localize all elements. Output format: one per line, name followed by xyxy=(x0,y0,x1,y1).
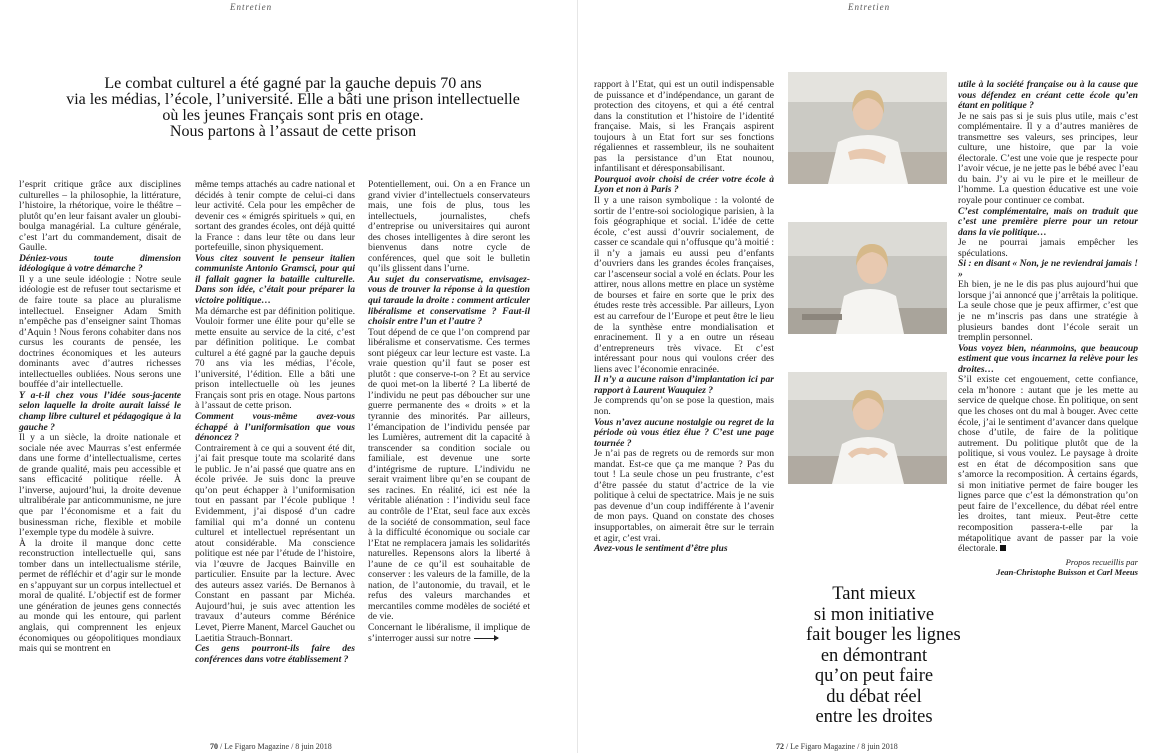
interview-question: Vous citez souvent le penseur italien communiste Antonio Gramsci, pour qui il fallait gagner la bataille culturelle. Dans son idée, c’était pour préparer la victoire politique… xyxy=(195,252,355,307)
paragraph: Potentiellement, oui. On a en France un grand vivier d’intellectuels conservateurs mais, une fois de plus, tous les intellectuels, journalistes, chefs d’entreprise ou universitaires qui auront des choses intelligentes à dire seront les bienvenus dans notre cycle de conférences, quel que soit le bulletin qu’ils glissent dans l’urne. xyxy=(368,179,530,275)
paragraph: Tout dépend de ce que l’on comprend par libéralisme et conservatisme. Ces termes sont piégeux car leur lecture est vaste. La vraie question qu’il faut se poser est plutôt : que conserve-t-on ? Et au service de quoi met-on la liberté ? La liberté de l’individu ne peut pas déboucher sur une guerre permanente des « droits » et la tyrannie des minorités. Par ailleurs, l’émancipation de l’individu pensée par les Lumières, autrement dit la capacité à transcender sa condition sociale ou familiale, est devenue une sorte d’intégrisme de rupture. L’individu ne serait vraiment libre qu’en se coupant de ses racines. En réalité, ici est née la véritable aliénation : l’individu seul face au contrôle de l’Etat, seul face aux excès de la société de consommation, seul face à la difficulté économique ou sociale car l’Etat ne remplacera jamais les solidarités naturelles. Repensons alors la liberté à l’aune de ce qu’il est souhaitable de conserver : les valeurs de la famille, de la nation, de l’autonomie, du travail, et le refus des valeurs marchandes et mercantiles comme modèles de société et de vie. xyxy=(368,326,530,623)
pullquote-line: en démontrant xyxy=(820,645,928,666)
page-number: 70 xyxy=(210,742,218,751)
portrait-photo-3 xyxy=(788,372,947,484)
credit-authors: Jean-Christophe Buisson et Carl Meeus xyxy=(996,566,1138,577)
pullquote-line: du débat réel xyxy=(826,686,922,707)
article-column-2 xyxy=(195,180,355,728)
article-column-1 xyxy=(594,80,774,730)
credit-line: Propos recueillis par xyxy=(1065,556,1138,567)
paragraph: même temps attachés au cadre national et décidés à tenir compte de celui-ci dans leur activité. Cela pour les empêcher de devenir ces « émigrés spirituels » qui, en sortant des grandes écoles, ont déjà quitté la France : dans leur tête ou dans leur portefeuille, sinon physiquement. xyxy=(195,179,355,254)
paragraph: Contrairement à ce qui a souvent été dit, j’ai fait presque toute ma scolarité dans le public. Je n’ai passé que quatre ans en école privée. Je suis donc la preuve qu’on peut échapper à l’uniformisation tout en passant par l’école publique ! Evidemment, j’ai disposé d’un cadre familial qui m’a donné un contenu culturel et intellectuel représentant un atout considérable. Ma conscience politique est née par l’étude de l’histoire, via l’œuvre de Jacques Bainville en particulier. Ensuite par la lecture. Avec des auteurs assez variés. De Bernanos à Constant en passant par Michéa. Aujourd’hui, je suis avec attention les travaux d’auteurs comme Bérénice Levet, Pierre Manent, Marcel Gauchet ou Laetitia Strauch-Bonnart. xyxy=(195,442,355,644)
article-column-1 xyxy=(19,180,181,728)
interview-question: Déniez-vous toute dimension idéologique à votre démarche ? xyxy=(19,252,181,275)
paragraph xyxy=(368,623,530,644)
interview-question: Ces gens pourront-ils faire des conférences dans votre établissement ? xyxy=(195,643,355,665)
paragraph: Il y a une seule idéologie : Notre seule idéologie est de refuser tout sectarisme et de faire toute sa place au pluralisme intellectuel. Enseigner Adam Smith n’empêche pas d’enseigner saint Thomas d’Aquin ! Nous ferons cohabiter dans nos cursus les courants de pensée, les doctrines économiques et les auteurs dominants avec d’autres richesses intellectuelles oubliées. Nous serons une bouffée d’air intellectuelle. xyxy=(19,273,181,391)
page-footer xyxy=(776,742,898,751)
pullquote-line: si mon initiative xyxy=(813,604,935,625)
paragraph: l’esprit critique grâce aux disciplines culturelles – la philosophie, la littérature, l’histoire, la rhétorique, voire le théâtre – plutôt qu’en leur faisant avaler un gloubi-boulga managérial. La culture générale, c’est l’art du commandement, disait de Gaulle. xyxy=(19,179,181,254)
section-rubric: Entretien xyxy=(848,2,891,12)
article-column-3 xyxy=(368,180,530,728)
interview-question: Vous voyez bien, néanmoins, que beaucoup estiment que vous incarnez la relève pour les droites… xyxy=(958,342,1138,375)
right-page xyxy=(578,0,1155,753)
pullquote-line: où les jeunes Français sont pris en otage. xyxy=(162,107,424,124)
paragraph: Je comprends qu’on se pose la question, mais non. xyxy=(594,395,774,417)
magazine-date: / Le Figaro Magazine / 8 juin 2018 xyxy=(220,742,332,751)
pullquote-line: qu’on peut faire xyxy=(814,666,934,686)
interview-question: Vous n’avez aucune nostalgie ou regret de la période où vous étiez élue ? C’est une page tournée ? xyxy=(594,416,774,449)
article-column-3 xyxy=(958,80,1138,730)
paragraph xyxy=(958,375,1138,554)
portrait-photo-1 xyxy=(788,72,947,184)
magazine-date: / Le Figaro Magazine / 8 juin 2018 xyxy=(786,742,898,751)
interview-question: Il n’y a aucune raison d’implantation ici par rapport à Laurent Wauquiez ? xyxy=(594,374,774,396)
interview-question: Y a-t-il chez vous l’idée sous-jacente selon laquelle la droite aurait laissé le champ libre culturel et pédagogique à la gauche ? xyxy=(19,389,181,433)
interview-question: Comment vous-même avez-vous échappé à l’uniformisation que vous dénoncez ? xyxy=(195,411,355,444)
paragraph: Je ne pourrai jamais empêcher les spéculations. xyxy=(958,237,1138,259)
pullquote-line: Le combat culturel a été gagné par la gauche depuis 70 ans xyxy=(104,75,482,92)
interview-question: Pourquoi avoir choisi de créer votre école à Lyon et non à Paris ? xyxy=(594,173,774,196)
page-number: 72 xyxy=(776,742,784,751)
interview-question: Si : en disant « Non, je ne reviendrai jamais ! » xyxy=(958,258,1138,280)
pullquote-line: entre les droites xyxy=(815,707,933,727)
paragraph: Il y a un siècle, la droite nationale et sociale née avec Maurras s’est enfermée dans une forme d’intellectualisme, certes de grande qualité, mais peu accessible et sans efficacité politique réelle. À l’inverse, aujourd’hui, la droite devenue ultralibérale par anticommunisme, ne jure que par l’économisme et a fait du businessman riche, flexible et mobile l’exemple type du modèle à suivre. xyxy=(19,432,181,539)
paragraph: À la droite il manque donc cette reconstruction intellectuelle qui, sans tomber dans un intellectualisme stérile, permet de réfléchir et d’agir sur le monde en s’appuyant sur un corpus intellectuel et moral de qualité. L’objectif est de former une génération de jeunes gens connectés au monde qui les entoure, qui parlent anglais, qui comprennent les enjeux économiques ou géopolitiques mondiaux mais qui se montrent en xyxy=(19,537,181,655)
portrait-photo-2 xyxy=(788,222,947,334)
section-rubric: Entretien xyxy=(230,2,273,12)
page-footer xyxy=(210,742,332,751)
interview-question: Au sujet du conservatisme, envisagez-vous de trouver la réponse à la question qui taraude la droite : comment articuler libéralisme et conservatisme ? Faut-il choisir entre l’un et l’autre ? xyxy=(368,273,530,328)
paragraph: rapport à l’Etat, qui est un outil indispensable de puissance et d’indépendance, un garant de protection des citoyens, et qui a été central dans la constitution et l’histoire de l’identité française. Mais, si les Français aspirent toujours à un Etat fort sur ses fonctions régaliennes et rassembleur, ils ne souhaitent pas la persistance d’un Etat nounou, infantilisant et déresponsabilisant. xyxy=(594,79,774,175)
closing-text: S’il existe cet engouement, cette confiance, cela m’honore : autant que je les mette au service de quelque chose. En politique, on sent que les choses ont du mal à bouger. Avec cette école, j’ai le sentiment d’avancer dans quelque chose d’utile, de faire de la politique autrement. Du politique plutôt que de la politique, si vous voulez. Le paysage à droite est en état de décomposition sans que s’amorce la recomposition. À certains égards, si mon initiative permet de faire bouger les lignes parce que c’est la démonstration qu’on peut faire de l’excellence, du débat réel entre les droites, tant mieux. Peut-être cette recomposition passera-t-elle par la métapolitique avant de passer par la voie électorale. xyxy=(958,374,1138,555)
paragraph: Ma démarche est par définition politique. Vouloir former une élite pour qu’elle se mette ensuite au service de la cité, c’est par définition politique. Le combat culturel a été gagné par la gauche depuis 70 ans via les médias, l’école, l’université, l’édition. Elle a bâti une prison intellectuelle où les jeunes Français sont pris en otage. Nous partons à l’assaut de cette prison. xyxy=(195,305,355,412)
interview-question: utile à la société française ou à la cause que vous défendez en créant cette école qu’en étant en politique ? xyxy=(958,79,1138,112)
interview-question: Avez-vous le sentiment d’être plus xyxy=(594,543,728,555)
interview-question: C’est complémentaire, mais on traduit que c’est une première pierre pour un retour dans la vie politique… xyxy=(958,205,1138,238)
pullquote-line: via les médias, l’école, l’université. Elle a bâti une prison intellectuelle xyxy=(66,91,520,108)
interview-credit xyxy=(958,557,1138,577)
pullquote-line: Tant mieux xyxy=(832,584,916,604)
paragraph: Eh bien, je ne le dis pas plus aujourd’hui que lorsque j’ai annoncé que j’arrêtais la politique. La seule chose que je peux affirmer, c’est que je ne m’inscris pas dans une stratégie à plusieurs bandes dont l’école serait un tremplin personnel. xyxy=(958,279,1138,344)
continue-arrow-icon xyxy=(474,638,498,639)
pullquote-line: Nous partons à l’assaut de cette prison xyxy=(169,123,417,140)
paragraph: Il y a une raison symbolique : la volonté de sortir de l’entre-soi sociologique parisien, à la fois géographique et social. L’idée de cette école, c’est aussi d’ouvrir socialement, de casser ce scandale qui n’offusque qu’à moitié : il n’y a jamais eu aussi peu d’enfants d’ouvriers dans les grandes écoles françaises, car l’ascenseur social a volé en éclats. Pour les attirer, nous allons mettre en place un système de bourses et faire en sorte que le prix des études reste très accessible. Par ailleurs, Lyon est au carrefour de l’Europe et peut être le lieu de la synthèse entre mondialisation et enracinement. Il y a en outre un réseau d’entrepreneurs très vivace. Et c’est intéressant pour nous qui voulons créer des liens avec l’économie enracinée. xyxy=(594,195,774,375)
end-mark-icon xyxy=(1000,545,1006,551)
headline-pullquote xyxy=(48,76,538,140)
side-pullquote xyxy=(806,584,961,728)
paragraph: Je n’ai pas de regrets ou de remords sur mon mandat. Est-ce que ça me manque ? Pas du tout ! La seule chose un peu frustrante, c’est d’être passée du statut d’actrice de la vie politique à celui de spectatrice. Mais je ne suis pas devenue d’un coup indifférente à l’avenir de mon pays. Quand on constate des choses insupportables, on aimerait être sur le terrain et agir, c’est vrai. xyxy=(594,448,774,544)
paragraph: Je ne sais pas si je suis plus utile, mais c’est complémentaire. Il y a d’autres manières de transmettre ses valeurs, ses principes, leur culture, une histoire, que par la voie électorale. C’est une voie que je respecte pour l’avoir vécue, je ne jette pas le bébé avec l’eau du bain. J’y ai vu le pire et le meilleur de l’homme. La question éducative est une voie royale pour continuer ce combat. xyxy=(958,110,1138,207)
pullquote-line: fait bouger les lignes xyxy=(806,625,961,645)
continued-text: Concernant le libéralisme, il implique de s’interroger aussi sur notre xyxy=(368,621,530,644)
